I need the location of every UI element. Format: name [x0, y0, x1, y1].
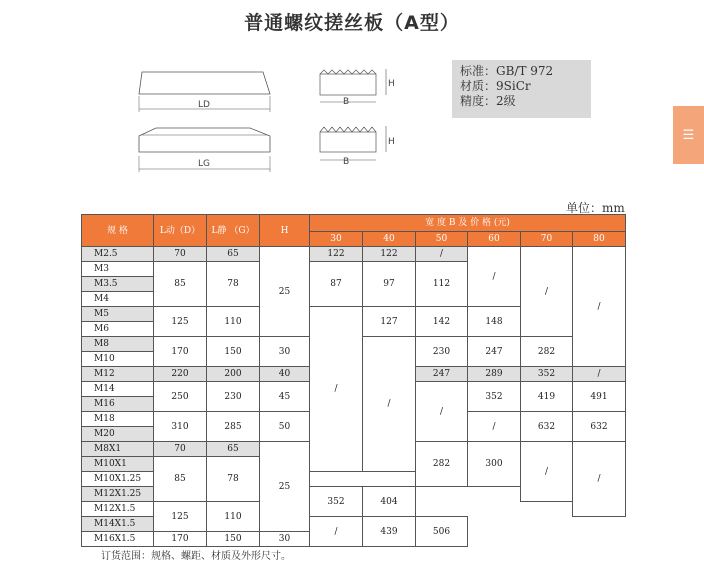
lg-cell: 78 [207, 457, 260, 502]
w40-cell: 122 [363, 247, 416, 262]
w80-cell: 632 [573, 412, 626, 442]
header-w30: 30 [310, 232, 363, 247]
spec-cell: M5 [82, 307, 154, 322]
teeth-bottom [320, 127, 376, 132]
plate-ld-outline [139, 72, 270, 94]
w50-cell: / [416, 382, 468, 442]
w40-cell: 127 [363, 307, 416, 337]
spec-cell: M6 [82, 322, 154, 337]
ld-cell: 310 [154, 412, 207, 442]
w70-cell: 419 [521, 382, 573, 412]
spec-cell: M16 [82, 397, 154, 412]
header-w80: 80 [573, 232, 626, 247]
die-plate-diagram [128, 56, 418, 186]
label-b-bottom: B [343, 157, 350, 167]
spec-cell: M2.5 [82, 247, 154, 262]
side-menu-tab[interactable] [673, 106, 704, 164]
spec-cell: M4 [82, 292, 154, 307]
lg-cell: 78 [207, 262, 260, 307]
label-lg: LG [198, 159, 210, 169]
w60-cell: 148 [468, 307, 521, 337]
spec-cell: M14X1.5 [82, 517, 154, 532]
spec-cell: M3 [82, 262, 154, 277]
ld-cell: 250 [154, 382, 207, 412]
header-w40: 40 [363, 232, 416, 247]
h-cell: 30 [260, 337, 310, 367]
menu-icon: ☰ [682, 127, 695, 143]
lg-cell: 110 [207, 307, 260, 337]
spec-cell: M8X1 [82, 442, 154, 457]
lg-cell: 230 [207, 382, 260, 412]
header-spec: 规 格 [82, 215, 154, 247]
w80-cell: 491 [573, 382, 626, 412]
w60-cell: 404 [363, 487, 416, 517]
plate-lg-outline [139, 128, 270, 152]
ld-cell: 170 [154, 532, 207, 547]
lg-cell: 150 [207, 337, 260, 367]
w30-cell: / [310, 307, 363, 472]
lg-cell: 65 [207, 442, 260, 457]
lg-cell: 285 [207, 412, 260, 442]
w40-cell: 97 [363, 262, 416, 307]
header-w60: 60 [468, 232, 521, 247]
w40-cell: / [363, 337, 416, 472]
spec-cell: M10X1.25 [82, 472, 154, 487]
w60-cell: 439 [363, 517, 416, 547]
ld-cell: 70 [154, 247, 207, 262]
spec-cell: M10X1 [82, 457, 154, 472]
w70-cell: 506 [416, 517, 468, 547]
w60-cell: / [468, 412, 521, 442]
ld-cell: 85 [154, 457, 207, 502]
lg-cell: 110 [207, 502, 260, 532]
teeth-top [320, 70, 376, 74]
w60-cell: 247 [468, 337, 521, 367]
w70-cell: / [521, 442, 573, 502]
w60-cell: 289 [468, 367, 521, 382]
lg-cell: 200 [207, 367, 260, 382]
lg-cell: 65 [207, 247, 260, 262]
w30-cell: 122 [310, 247, 363, 262]
w60-cell: 352 [468, 382, 521, 412]
spec-cell: M12 [82, 367, 154, 382]
spec-cell: M3.5 [82, 277, 154, 292]
w50-cell: / [416, 247, 468, 262]
spec-cell: M10 [82, 352, 154, 367]
ld-cell: 85 [154, 262, 207, 307]
standard-text: 标准：GB/T 972 [460, 64, 554, 78]
spec-cell: M12X1.25 [82, 487, 154, 502]
w70-cell: 632 [521, 412, 573, 442]
spec-cell: M20 [82, 427, 154, 442]
w50-cell: 352 [310, 487, 363, 517]
lg-cell: 150 [207, 532, 260, 547]
h-cell: 50 [260, 412, 310, 442]
header-w50: 50 [416, 232, 468, 247]
spec-cell: M16X1.5 [82, 532, 154, 547]
ld-cell: 220 [154, 367, 207, 382]
w50-cell: 230 [416, 337, 468, 367]
w50-cell: 142 [416, 307, 468, 337]
w70-cell: / [521, 247, 573, 337]
ld-cell: 70 [154, 442, 207, 457]
ld-cell: 125 [154, 307, 207, 337]
w80-cell: / [573, 247, 626, 367]
w70-cell: 282 [521, 337, 573, 367]
w50-cell: 112 [416, 262, 468, 307]
unit-label: 单位：mm [566, 201, 625, 215]
ld-cell: 125 [154, 502, 207, 532]
h-cell: 40 [260, 367, 310, 382]
w60-cell: 300 [468, 442, 521, 487]
spec-info-box [452, 60, 591, 118]
material-text: 材质：9SiCr [460, 79, 531, 93]
spec-cell: M18 [82, 412, 154, 427]
header-h: H [260, 215, 310, 247]
w50-cell: 247 [416, 367, 468, 382]
header-ld: L动（D） [154, 215, 207, 247]
header-width-price: 宽 度 B 及 价 格 (元) [310, 215, 626, 232]
h-cell: 45 [260, 382, 310, 412]
spec-cell: M8 [82, 337, 154, 352]
label-h-top: H [388, 79, 395, 89]
page-title: 普通螺纹搓丝板（A型） [244, 12, 460, 34]
w60-cell: / [468, 247, 521, 307]
header-w70: 70 [521, 232, 573, 247]
w30-cell: 87 [310, 262, 363, 307]
h-cell: 30 [260, 532, 310, 547]
w70-cell: 352 [521, 367, 573, 382]
spec-cell: M14 [82, 382, 154, 397]
header-lg: L静 （G） [207, 215, 260, 247]
w50-cell: 282 [416, 442, 468, 487]
ld-cell: 170 [154, 337, 207, 367]
label-b-top: B [343, 97, 350, 107]
w80-cell: / [573, 442, 626, 517]
order-note: 订货范围：规格、螺距、材质及外形尺寸。 [101, 551, 291, 562]
price-table [81, 214, 626, 547]
spec-cell: M12X1.5 [82, 502, 154, 517]
grade-text: 精度：2级 [460, 94, 516, 108]
h-cell: 25 [260, 442, 310, 532]
w50-cell: / [310, 517, 363, 547]
label-h-bottom: H [388, 137, 395, 147]
label-ld: LD [198, 100, 210, 110]
h-cell: 25 [260, 247, 310, 337]
w80-cell: / [573, 367, 626, 382]
